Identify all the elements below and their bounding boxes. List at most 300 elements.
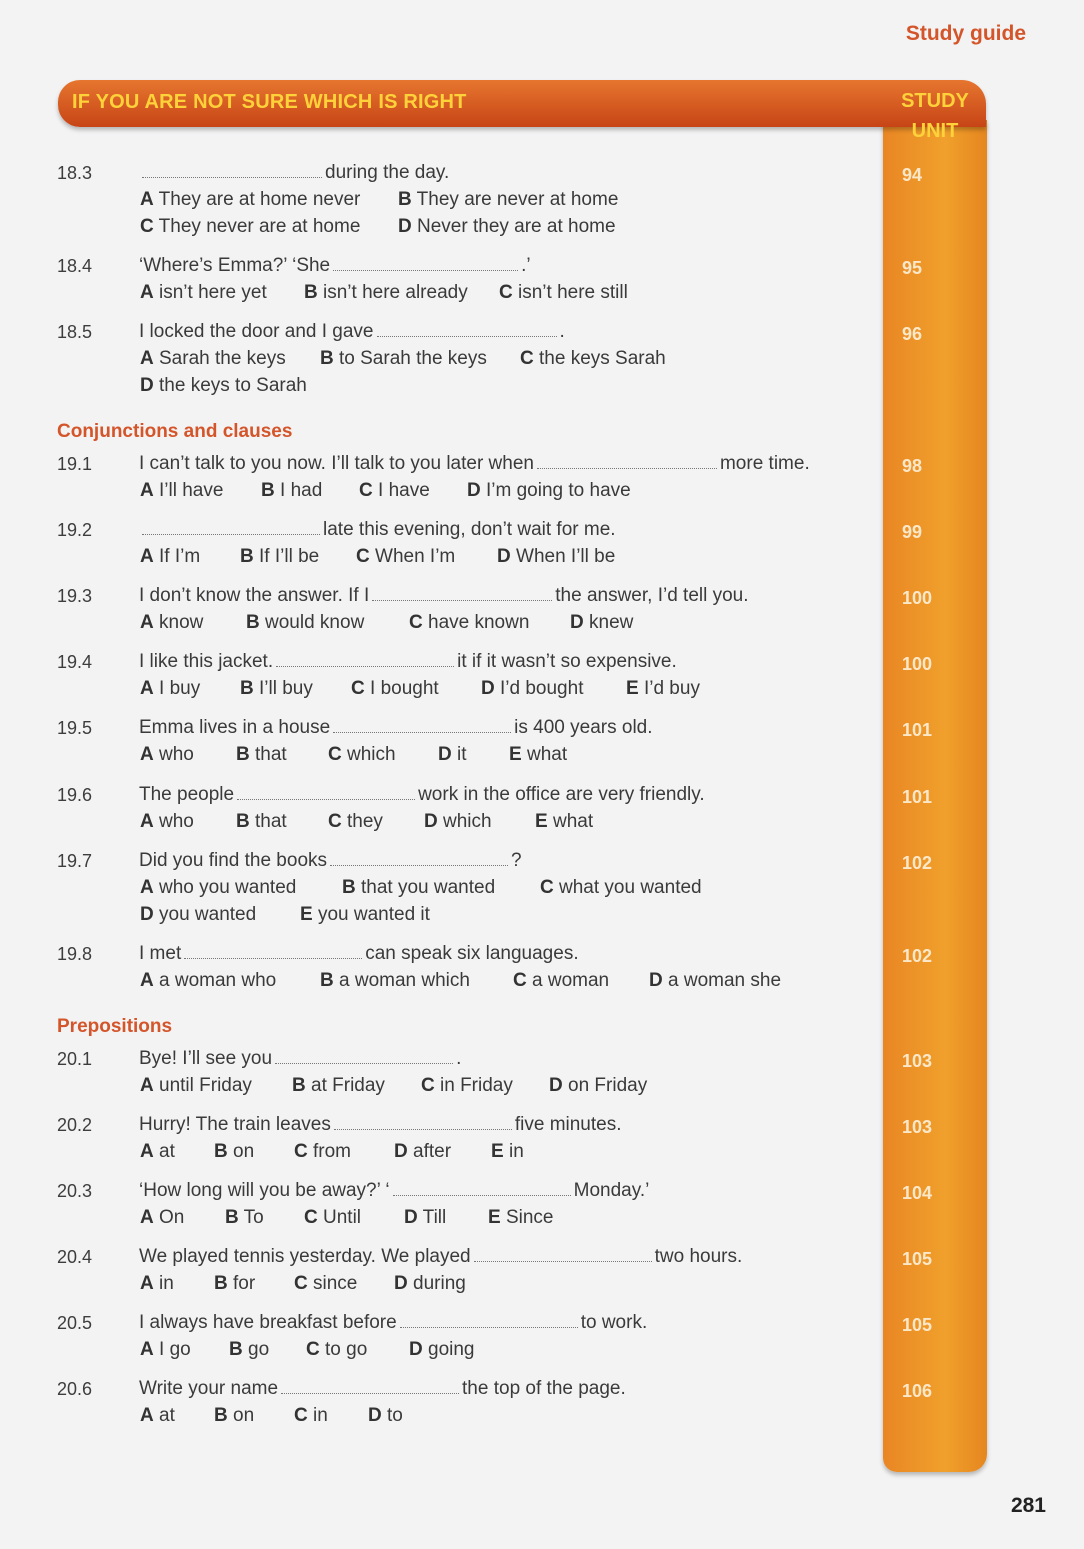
study-unit-number: 101 xyxy=(902,720,933,740)
option-text: until Friday xyxy=(153,1075,252,1096)
option-text: during xyxy=(407,1273,466,1294)
option-text: to Sarah the keys xyxy=(333,348,487,369)
study-unit-number: 95 xyxy=(902,258,923,278)
option-text: Since xyxy=(500,1207,554,1228)
option-text: I bought xyxy=(364,678,439,699)
question-number: 19.3 xyxy=(57,586,93,606)
option-letter: C xyxy=(294,1273,308,1294)
answer-option xyxy=(140,612,203,634)
answer-blank xyxy=(400,1326,578,1328)
option-letter: A xyxy=(140,282,154,303)
option-text: They never are at home xyxy=(153,216,361,237)
option-letter: D xyxy=(409,1339,423,1360)
answer-blank xyxy=(142,176,322,178)
study-heading-line1: STUDY xyxy=(901,90,969,112)
question-text xyxy=(139,1312,647,1334)
question-number: 20.3 xyxy=(57,1181,93,1201)
option-text: at xyxy=(153,1405,175,1426)
option-text: in Friday xyxy=(434,1075,513,1096)
option-text: to go xyxy=(319,1339,368,1360)
option-text: isn’t here already xyxy=(317,282,468,303)
answer-option xyxy=(140,282,267,304)
option-text: Until xyxy=(317,1207,362,1228)
answer-option xyxy=(140,877,296,899)
answer-option xyxy=(398,216,616,238)
option-letter: D xyxy=(398,216,412,237)
option-letter: A xyxy=(140,1273,154,1294)
option-letter: A xyxy=(140,1405,154,1426)
question-text-before: I met xyxy=(139,943,182,964)
option-text: what you wanted xyxy=(553,877,702,898)
option-text: in xyxy=(153,1273,174,1294)
answer-option xyxy=(368,1405,403,1427)
answer-option xyxy=(421,1075,513,1097)
question-number: 19.2 xyxy=(57,520,93,540)
answer-option xyxy=(140,348,286,370)
option-text: I’d bought xyxy=(494,678,584,699)
question-text-after: .’ xyxy=(521,255,531,276)
option-text: Till xyxy=(417,1207,447,1228)
option-letter: C xyxy=(499,282,513,303)
question-text xyxy=(139,717,653,739)
option-letter: C xyxy=(328,744,342,765)
question-text-after: . xyxy=(456,1048,462,1069)
option-text: isn’t here still xyxy=(512,282,628,303)
question-text-after: is 400 years old. xyxy=(514,717,653,738)
question-text xyxy=(139,1246,742,1268)
option-text: that xyxy=(249,811,287,832)
option-text: who xyxy=(153,744,194,765)
answer-option xyxy=(294,1405,328,1427)
answer-option xyxy=(140,1405,175,1427)
question-text-after: late this evening, don’t wait for me. xyxy=(323,519,616,540)
option-letter: A xyxy=(140,1207,154,1228)
section-conjunctions: Conjunctions and clauses xyxy=(57,421,293,442)
answer-option xyxy=(140,744,194,766)
option-text: Never they are at home xyxy=(411,216,616,237)
option-text: what xyxy=(521,744,568,765)
option-text: know xyxy=(153,612,204,633)
option-text: who you wanted xyxy=(153,877,297,898)
answer-option xyxy=(140,1141,175,1163)
answer-blank xyxy=(330,864,508,866)
option-letter: A xyxy=(140,970,154,991)
question-text-after: during the day. xyxy=(325,162,450,183)
option-text: They are never at home xyxy=(411,189,619,210)
question-text xyxy=(139,453,810,475)
question-text-before: Bye! I’ll see you xyxy=(139,1048,273,1069)
option-letter: D xyxy=(497,546,511,567)
option-text: on Friday xyxy=(562,1075,648,1096)
question-number: 19.1 xyxy=(57,454,93,474)
option-letter: A xyxy=(140,877,154,898)
answer-option xyxy=(140,375,307,397)
answer-option xyxy=(140,970,276,992)
answer-option xyxy=(513,970,609,992)
option-letter: B xyxy=(240,678,254,699)
option-letter: E xyxy=(626,678,639,699)
answer-option xyxy=(140,678,200,700)
answer-option xyxy=(320,348,487,370)
question-text-before: Write your name xyxy=(139,1378,279,1399)
option-letter: D xyxy=(394,1273,408,1294)
option-letter: E xyxy=(509,744,522,765)
option-text: which xyxy=(437,811,492,832)
option-letter: A xyxy=(140,1075,154,1096)
option-text: I have xyxy=(372,480,430,501)
study-guide-label: Study guide xyxy=(905,22,1026,45)
option-text: If I’m xyxy=(153,546,201,567)
option-text: to xyxy=(381,1405,403,1426)
option-letter: B xyxy=(398,189,412,210)
option-text: I buy xyxy=(153,678,201,699)
answer-blank xyxy=(281,1392,459,1394)
option-text: I go xyxy=(153,1339,191,1360)
question-text-before: I like this jacket. xyxy=(139,651,274,672)
option-text: for xyxy=(227,1273,256,1294)
answer-option xyxy=(229,1339,269,1361)
answer-option xyxy=(535,811,593,833)
option-letter: D xyxy=(424,811,438,832)
option-letter: B xyxy=(261,480,275,501)
question-text-before: Emma lives in a house xyxy=(139,717,331,738)
option-text: you wanted xyxy=(153,904,257,925)
answer-option xyxy=(214,1405,254,1427)
answer-blank xyxy=(275,1062,453,1064)
question-text-after: five minutes. xyxy=(514,1114,622,1135)
option-letter: C xyxy=(356,546,370,567)
option-text: I’d buy xyxy=(638,678,700,699)
option-letter: A xyxy=(140,811,154,832)
question-number: 18.3 xyxy=(57,163,93,183)
option-letter: C xyxy=(520,348,534,369)
question-text-after: ? xyxy=(511,850,522,871)
header-bar xyxy=(58,80,986,127)
option-letter: C xyxy=(359,480,373,501)
answer-option xyxy=(398,189,618,211)
option-letter: B xyxy=(225,1207,239,1228)
answer-option xyxy=(225,1207,264,1229)
option-letter: A xyxy=(140,612,154,633)
answer-blank xyxy=(142,533,320,535)
option-letter: D xyxy=(394,1141,408,1162)
question-number: 20.5 xyxy=(57,1313,93,1333)
option-letter: B xyxy=(229,1339,243,1360)
question-text-before: ‘How long will you be away?’ ‘ xyxy=(139,1180,390,1201)
answer-option xyxy=(261,480,322,502)
answer-option xyxy=(438,744,467,766)
answer-option xyxy=(409,1339,475,1361)
study-unit-number: 98 xyxy=(902,456,923,476)
option-letter: A xyxy=(140,480,154,501)
answer-option xyxy=(328,811,383,833)
option-text: I’ll buy xyxy=(253,678,313,699)
option-letter: D xyxy=(570,612,584,633)
option-text: on xyxy=(227,1141,255,1162)
study-unit-number: 96 xyxy=(902,324,923,344)
option-letter: B xyxy=(304,282,318,303)
question-text-after: more time. xyxy=(719,453,810,474)
option-letter: C xyxy=(140,216,154,237)
option-letter: D xyxy=(649,970,663,991)
option-letter: C xyxy=(351,678,365,699)
option-letter: B xyxy=(342,877,356,898)
study-unit-number: 103 xyxy=(902,1051,933,1071)
answer-option xyxy=(240,678,313,700)
question-number: 18.4 xyxy=(57,256,93,276)
question-text-after: work in the office are very friendly. xyxy=(418,784,705,805)
question-text-after: the answer, I’d tell you. xyxy=(555,585,749,606)
option-text: When I’m xyxy=(369,546,456,567)
study-unit-number: 104 xyxy=(902,1183,933,1203)
question-number: 19.7 xyxy=(57,851,93,871)
option-letter: E xyxy=(488,1207,501,1228)
option-letter: E xyxy=(535,811,548,832)
answer-option xyxy=(294,1273,357,1295)
option-letter: C xyxy=(421,1075,435,1096)
option-text: at xyxy=(153,1141,175,1162)
option-text: have known xyxy=(422,612,530,633)
answer-option xyxy=(328,744,396,766)
option-text: would know xyxy=(259,612,365,633)
answer-option xyxy=(236,744,287,766)
question-number: 20.2 xyxy=(57,1115,93,1135)
answer-option xyxy=(409,612,529,634)
option-letter: D xyxy=(481,678,495,699)
study-unit-number: 106 xyxy=(902,1381,933,1401)
question-text-before: The people xyxy=(139,784,235,805)
answer-option xyxy=(488,1207,554,1229)
answer-option xyxy=(292,1075,385,1097)
option-text: go xyxy=(242,1339,270,1360)
option-letter: C xyxy=(328,811,342,832)
question-text xyxy=(139,1180,649,1202)
option-text: a woman who xyxy=(153,970,277,991)
answer-option xyxy=(649,970,781,992)
answer-option xyxy=(394,1141,451,1163)
answer-option xyxy=(236,811,287,833)
answer-option xyxy=(520,348,666,370)
answer-option xyxy=(294,1141,351,1163)
answer-option xyxy=(467,480,631,502)
option-letter: C xyxy=(294,1405,308,1426)
answer-option xyxy=(214,1141,254,1163)
option-text: On xyxy=(153,1207,185,1228)
answer-option xyxy=(404,1207,446,1229)
study-unit-number: 102 xyxy=(902,946,933,966)
question-text xyxy=(139,1048,461,1070)
option-letter: C xyxy=(304,1207,318,1228)
question-text-after: to work. xyxy=(580,1312,648,1333)
option-text: on xyxy=(227,1405,255,1426)
question-text-after: two hours. xyxy=(654,1246,743,1267)
question-text xyxy=(139,162,449,184)
question-text-before: Did you find the books xyxy=(139,850,328,871)
option-text: To xyxy=(238,1207,264,1228)
study-unit-heading xyxy=(883,86,987,146)
answer-option xyxy=(570,612,633,634)
option-text: When I’ll be xyxy=(510,546,616,567)
answer-option xyxy=(359,480,430,502)
option-letter: D xyxy=(438,744,452,765)
option-text: knew xyxy=(583,612,634,633)
option-text: If I’ll be xyxy=(253,546,320,567)
question-number: 18.5 xyxy=(57,322,93,342)
option-text: isn’t here yet xyxy=(153,282,267,303)
question-text xyxy=(139,943,579,965)
study-unit-number: 102 xyxy=(902,853,933,873)
answer-option xyxy=(481,678,583,700)
answer-option xyxy=(394,1273,466,1295)
study-unit-number: 105 xyxy=(902,1315,933,1335)
study-unit-number: 99 xyxy=(902,522,923,542)
section-prepositions: Prepositions xyxy=(57,1016,173,1037)
answer-option xyxy=(140,904,256,926)
option-letter: B xyxy=(214,1273,228,1294)
question-text-before: I locked the door and I gave xyxy=(139,321,374,342)
question-text-before: We played tennis yesterday. We played xyxy=(139,1246,471,1267)
option-letter: D xyxy=(549,1075,563,1096)
question-text xyxy=(139,519,616,541)
option-text: it xyxy=(451,744,467,765)
question-text-after: the top of the page. xyxy=(462,1378,626,1399)
option-letter: B xyxy=(246,612,260,633)
option-letter: A xyxy=(140,678,154,699)
answer-blank xyxy=(537,467,717,469)
option-text: the keys Sarah xyxy=(533,348,666,369)
option-text: since xyxy=(307,1273,358,1294)
question-text-before: I don’t know the answer. If I xyxy=(139,585,370,606)
option-letter: D xyxy=(368,1405,382,1426)
option-text: what xyxy=(547,811,594,832)
option-letter: B xyxy=(214,1405,228,1426)
page-number: 281 xyxy=(1010,1494,1046,1517)
answer-option xyxy=(140,480,223,502)
option-letter: E xyxy=(300,904,313,925)
answer-option xyxy=(246,612,364,634)
question-text-after: . xyxy=(559,321,565,342)
question-number: 19.5 xyxy=(57,718,93,738)
option-letter: B xyxy=(320,348,334,369)
answer-blank xyxy=(276,665,454,667)
option-letter: C xyxy=(540,877,554,898)
option-text: I’m going to have xyxy=(480,480,631,501)
option-text: I had xyxy=(274,480,323,501)
option-text: after xyxy=(407,1141,452,1162)
answer-option xyxy=(306,1339,367,1361)
option-text: in xyxy=(307,1405,328,1426)
answer-option xyxy=(214,1273,255,1295)
question-text-before: ‘Where’s Emma?’ ‘She xyxy=(139,255,331,276)
option-text: a woman which xyxy=(333,970,470,991)
option-letter: D xyxy=(140,375,154,396)
option-text: at Friday xyxy=(305,1075,385,1096)
answer-option xyxy=(140,1207,184,1229)
answer-option xyxy=(304,1207,361,1229)
study-unit-number: 100 xyxy=(902,588,933,608)
answer-blank xyxy=(184,957,362,959)
answer-option xyxy=(491,1141,524,1163)
question-number: 19.4 xyxy=(57,652,93,672)
question-number: 20.1 xyxy=(57,1049,93,1069)
study-unit-number: 103 xyxy=(902,1117,933,1137)
option-letter: D xyxy=(467,480,481,501)
answer-option xyxy=(140,546,200,568)
question-text xyxy=(139,321,565,343)
option-letter: C xyxy=(513,970,527,991)
option-letter: B xyxy=(236,744,250,765)
answer-blank xyxy=(377,335,557,337)
answer-blank xyxy=(372,599,552,601)
option-letter: A xyxy=(140,1141,154,1162)
study-unit-number: 105 xyxy=(902,1249,933,1269)
option-text: Sarah the keys xyxy=(153,348,286,369)
option-text: a woman xyxy=(526,970,610,991)
option-letter: B xyxy=(320,970,334,991)
answer-option xyxy=(549,1075,647,1097)
question-text xyxy=(139,784,705,806)
option-text: who xyxy=(153,811,194,832)
answer-blank xyxy=(393,1194,571,1196)
question-text-before: Hurry! The train leaves xyxy=(139,1114,331,1135)
answer-option xyxy=(140,1075,252,1097)
question-text xyxy=(139,1378,626,1400)
question-text-after: it if it wasn’t so expensive. xyxy=(457,651,677,672)
question-text-after: Monday.’ xyxy=(573,1180,650,1201)
answer-blank xyxy=(334,1128,512,1130)
answer-option xyxy=(140,1273,174,1295)
question-number: 19.6 xyxy=(57,785,93,805)
answer-option xyxy=(424,811,492,833)
answer-option xyxy=(540,877,702,899)
study-unit-number: 101 xyxy=(902,787,933,807)
question-text-before: I always have breakfast before xyxy=(139,1312,397,1333)
option-text: you wanted it xyxy=(312,904,430,925)
option-letter: B xyxy=(214,1141,228,1162)
answer-option xyxy=(140,811,194,833)
answer-option xyxy=(140,189,360,211)
answer-option xyxy=(300,904,430,926)
question-text xyxy=(139,1114,622,1136)
option-letter: A xyxy=(140,1339,154,1360)
answer-option xyxy=(342,877,495,899)
option-text: which xyxy=(341,744,396,765)
option-letter: D xyxy=(404,1207,418,1228)
option-text: that you wanted xyxy=(355,877,496,898)
question-number: 20.6 xyxy=(57,1379,93,1399)
answer-option xyxy=(626,678,700,700)
option-text: a woman she xyxy=(662,970,782,991)
answer-option xyxy=(140,216,360,238)
question-text-after: can speak six languages. xyxy=(365,943,579,964)
option-letter: B xyxy=(240,546,254,567)
question-text xyxy=(139,850,522,872)
question-number: 19.8 xyxy=(57,944,93,964)
answer-option xyxy=(509,744,567,766)
study-unit-number: 100 xyxy=(902,654,933,674)
answer-option xyxy=(140,1339,191,1361)
option-letter: A xyxy=(140,348,154,369)
question-text xyxy=(139,585,749,607)
option-letter: B xyxy=(236,811,250,832)
answer-option xyxy=(240,546,319,568)
question-text xyxy=(139,255,531,277)
option-letter: C xyxy=(294,1141,308,1162)
option-text: the keys to Sarah xyxy=(153,375,307,396)
answer-blank xyxy=(333,269,518,271)
answer-option xyxy=(351,678,439,700)
option-text: from xyxy=(307,1141,352,1162)
